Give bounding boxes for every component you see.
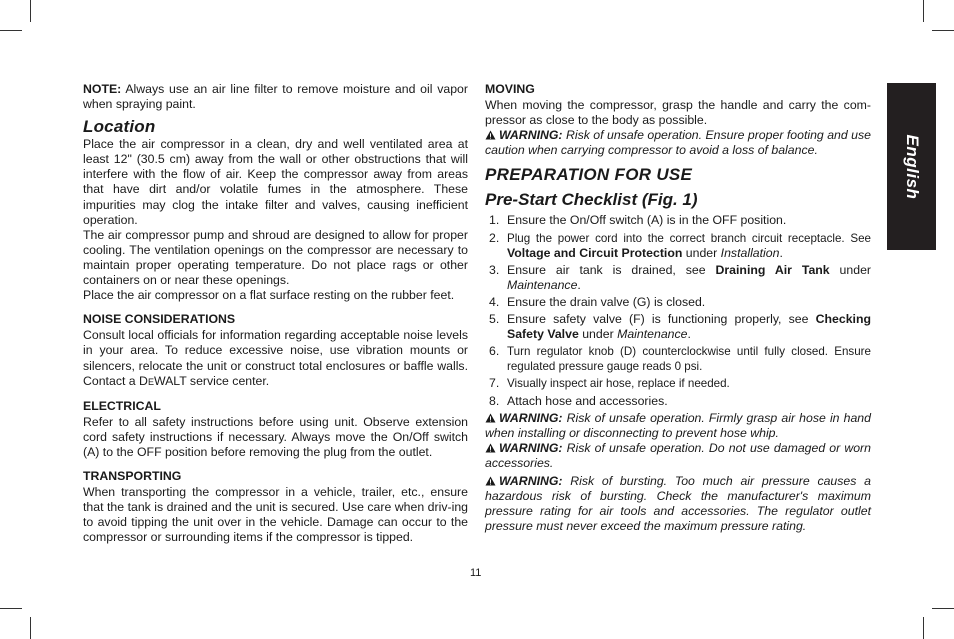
warning-label: WARNING:	[499, 473, 563, 488]
item-section-ref: Maintenance	[507, 277, 578, 292]
transporting-heading: TRANSPORTING	[83, 469, 182, 484]
checklist-item	[485, 312, 871, 342]
item-text: Attach hose and accessories.	[507, 393, 668, 408]
item-text: Turn regulator knob (D) counterclockwise until fully closed. Ensure regulated pressure gauge reads 0 psi.	[507, 345, 871, 374]
warning-triangle-icon	[485, 413, 496, 423]
location-paragraph-3: Place the air compressor on a flat surface resting on the rubber feet.	[83, 288, 455, 303]
location-paragraph-2: The air compressor pump and shroud are designed to allow for proper cooling. The ventilation openings on the compressor are necessary to maintain proper operating temperature. Do not place rags or other containers on or near these openings.	[83, 227, 468, 288]
moving-warning	[485, 128, 871, 158]
checklist-item	[485, 376, 871, 391]
item-mid: under	[578, 327, 618, 342]
location-paragraph-1: Place the air compressor in a clean, dry and well ventilated area at least 12" (30.5 cm) away from the wall or other obstructions that will interfere with the flow of air. Keep the compressor away from areas that have dirt and/or volatile fumes in the atmosphere. These impurities may clog the intake filter and valves, causing inefficient operation.	[83, 137, 468, 227]
crop-mark	[932, 608, 954, 609]
item-number: 7.	[489, 376, 500, 391]
item-mid: under	[682, 245, 721, 260]
warning-label: WARNING:	[499, 128, 563, 143]
note-label: NOTE:	[83, 82, 122, 96]
location-heading: Location	[83, 117, 156, 137]
warning-text: Risk of unsafe operation. Ensure proper footing and use caution when carrying compressor to avoid a loss of balance.	[485, 128, 871, 158]
item-number: 4.	[489, 294, 500, 309]
noise-text-a: Consult local officials for information regarding acceptable noise levels in your area. To reduce excessive noise, use vibration mounts or silencers, relocate the unit or construct total enclosures or baffle walls. Contact a D	[83, 328, 468, 388]
warning-triangle-icon	[485, 443, 496, 453]
item-number: 5.	[489, 312, 500, 327]
item-bold-ref: Voltage and Circuit Protection	[507, 245, 683, 260]
warning-label: WARNING:	[499, 410, 563, 425]
item-text: Visually inspect air hose, replace if needed.	[507, 377, 730, 391]
warning-label: WARNING:	[499, 440, 563, 455]
moving-paragraph: When moving the compressor, grasp the handle and carry the com-pressor as close to the body as possible.	[485, 98, 871, 128]
item-bold-ref: Draining Air Tank	[715, 262, 830, 277]
warning-text: Risk of unsafe operation. Firmly grasp air hose in hand when installing or disconnecting to prevent hose whip.	[485, 410, 871, 440]
language-side-tab	[887, 83, 936, 250]
checklist-item	[485, 394, 871, 409]
checklist-heading: Pre-Start Checklist (Fig. 1)	[485, 190, 698, 210]
item-text: Plug the power cord into the correct branch circuit receptacle. See	[507, 231, 871, 245]
item-number: 2.	[489, 230, 500, 245]
item-number: 3.	[489, 262, 500, 277]
item-text: Ensure air tank is drained, see	[507, 262, 716, 277]
crop-mark	[923, 0, 924, 22]
accessories-warning	[485, 441, 871, 471]
crop-mark	[932, 30, 954, 31]
noise-heading: NOISE CONSIDERATIONS	[83, 312, 236, 327]
checklist-item	[485, 263, 871, 293]
transporting-paragraph: When transporting the compressor in a vehicle, trailer, etc., ensure that the tank is drained and the unit is secured. Use care when driv-ing to avoid tipping the unit over in the vehicle. Damage can occur to the compressor or surrounding items if the compressor is tipped.	[83, 485, 468, 545]
noise-text-smallcap: E	[147, 376, 154, 387]
item-text: Ensure the drain valve (G) is closed.	[507, 294, 706, 309]
crop-mark	[30, 0, 31, 22]
item-number: 8.	[489, 393, 500, 408]
item-mid: under	[829, 262, 872, 277]
checklist-item	[485, 344, 871, 374]
checklist-item	[485, 295, 871, 310]
item-bold-ref: Checking Safety Valve	[507, 312, 871, 342]
checklist-item	[485, 231, 871, 261]
electrical-heading: ELECTRICAL	[83, 398, 161, 413]
warning-triangle-icon	[485, 130, 496, 140]
crop-mark	[0, 608, 22, 609]
page-number: 11	[470, 567, 482, 579]
item-section-ref: Maintenance	[617, 327, 688, 342]
warning-triangle-icon	[485, 476, 496, 486]
note-paragraph	[83, 82, 468, 112]
moving-heading: MOVING	[485, 82, 535, 96]
item-end: .	[779, 245, 783, 260]
left-column	[83, 82, 468, 546]
electrical-paragraph: Refer to all safety instructions before using unit. Observe extension cord safety instructions if necessary. Always move the On/Off switch (A) to the OFF position before removing the plug from the outlet.	[83, 414, 468, 459]
language-label: English	[902, 134, 922, 199]
item-end: .	[687, 327, 691, 342]
item-number: 1.	[489, 213, 500, 228]
warning-text: Risk of bursting. Too much air pressure causes a hazardous risk of bursting. Check the manufacturer's maximum pressure rating for air tools and accessories. The regulator outlet pressure must never exceed the maximum pressure rating.	[485, 473, 871, 534]
checklist-item	[485, 213, 871, 228]
item-text: Ensure the On/Off switch (A) is in the OFF position.	[507, 213, 787, 228]
right-column	[485, 82, 871, 534]
item-text: Ensure safety valve (F) is functioning properly, see	[507, 312, 816, 327]
hose-warning	[485, 411, 871, 441]
crop-mark	[0, 30, 22, 31]
crop-mark	[30, 617, 31, 639]
bursting-warning	[485, 474, 871, 534]
checklist	[485, 213, 871, 408]
preparation-heading: PREPARATION FOR USE	[485, 165, 693, 185]
warning-text: Risk of unsafe operation. Do not use damaged or worn accessories.	[485, 440, 871, 470]
item-end: .	[577, 277, 581, 292]
item-section-ref: Installation	[720, 245, 780, 260]
crop-mark	[923, 617, 924, 639]
noise-paragraph	[83, 328, 468, 389]
item-number: 6.	[489, 344, 500, 359]
noise-text-b: WALT service center.	[153, 373, 270, 388]
note-text: Always use an air line filter to remove moisture and oil vapor when spraying paint.	[83, 82, 468, 112]
